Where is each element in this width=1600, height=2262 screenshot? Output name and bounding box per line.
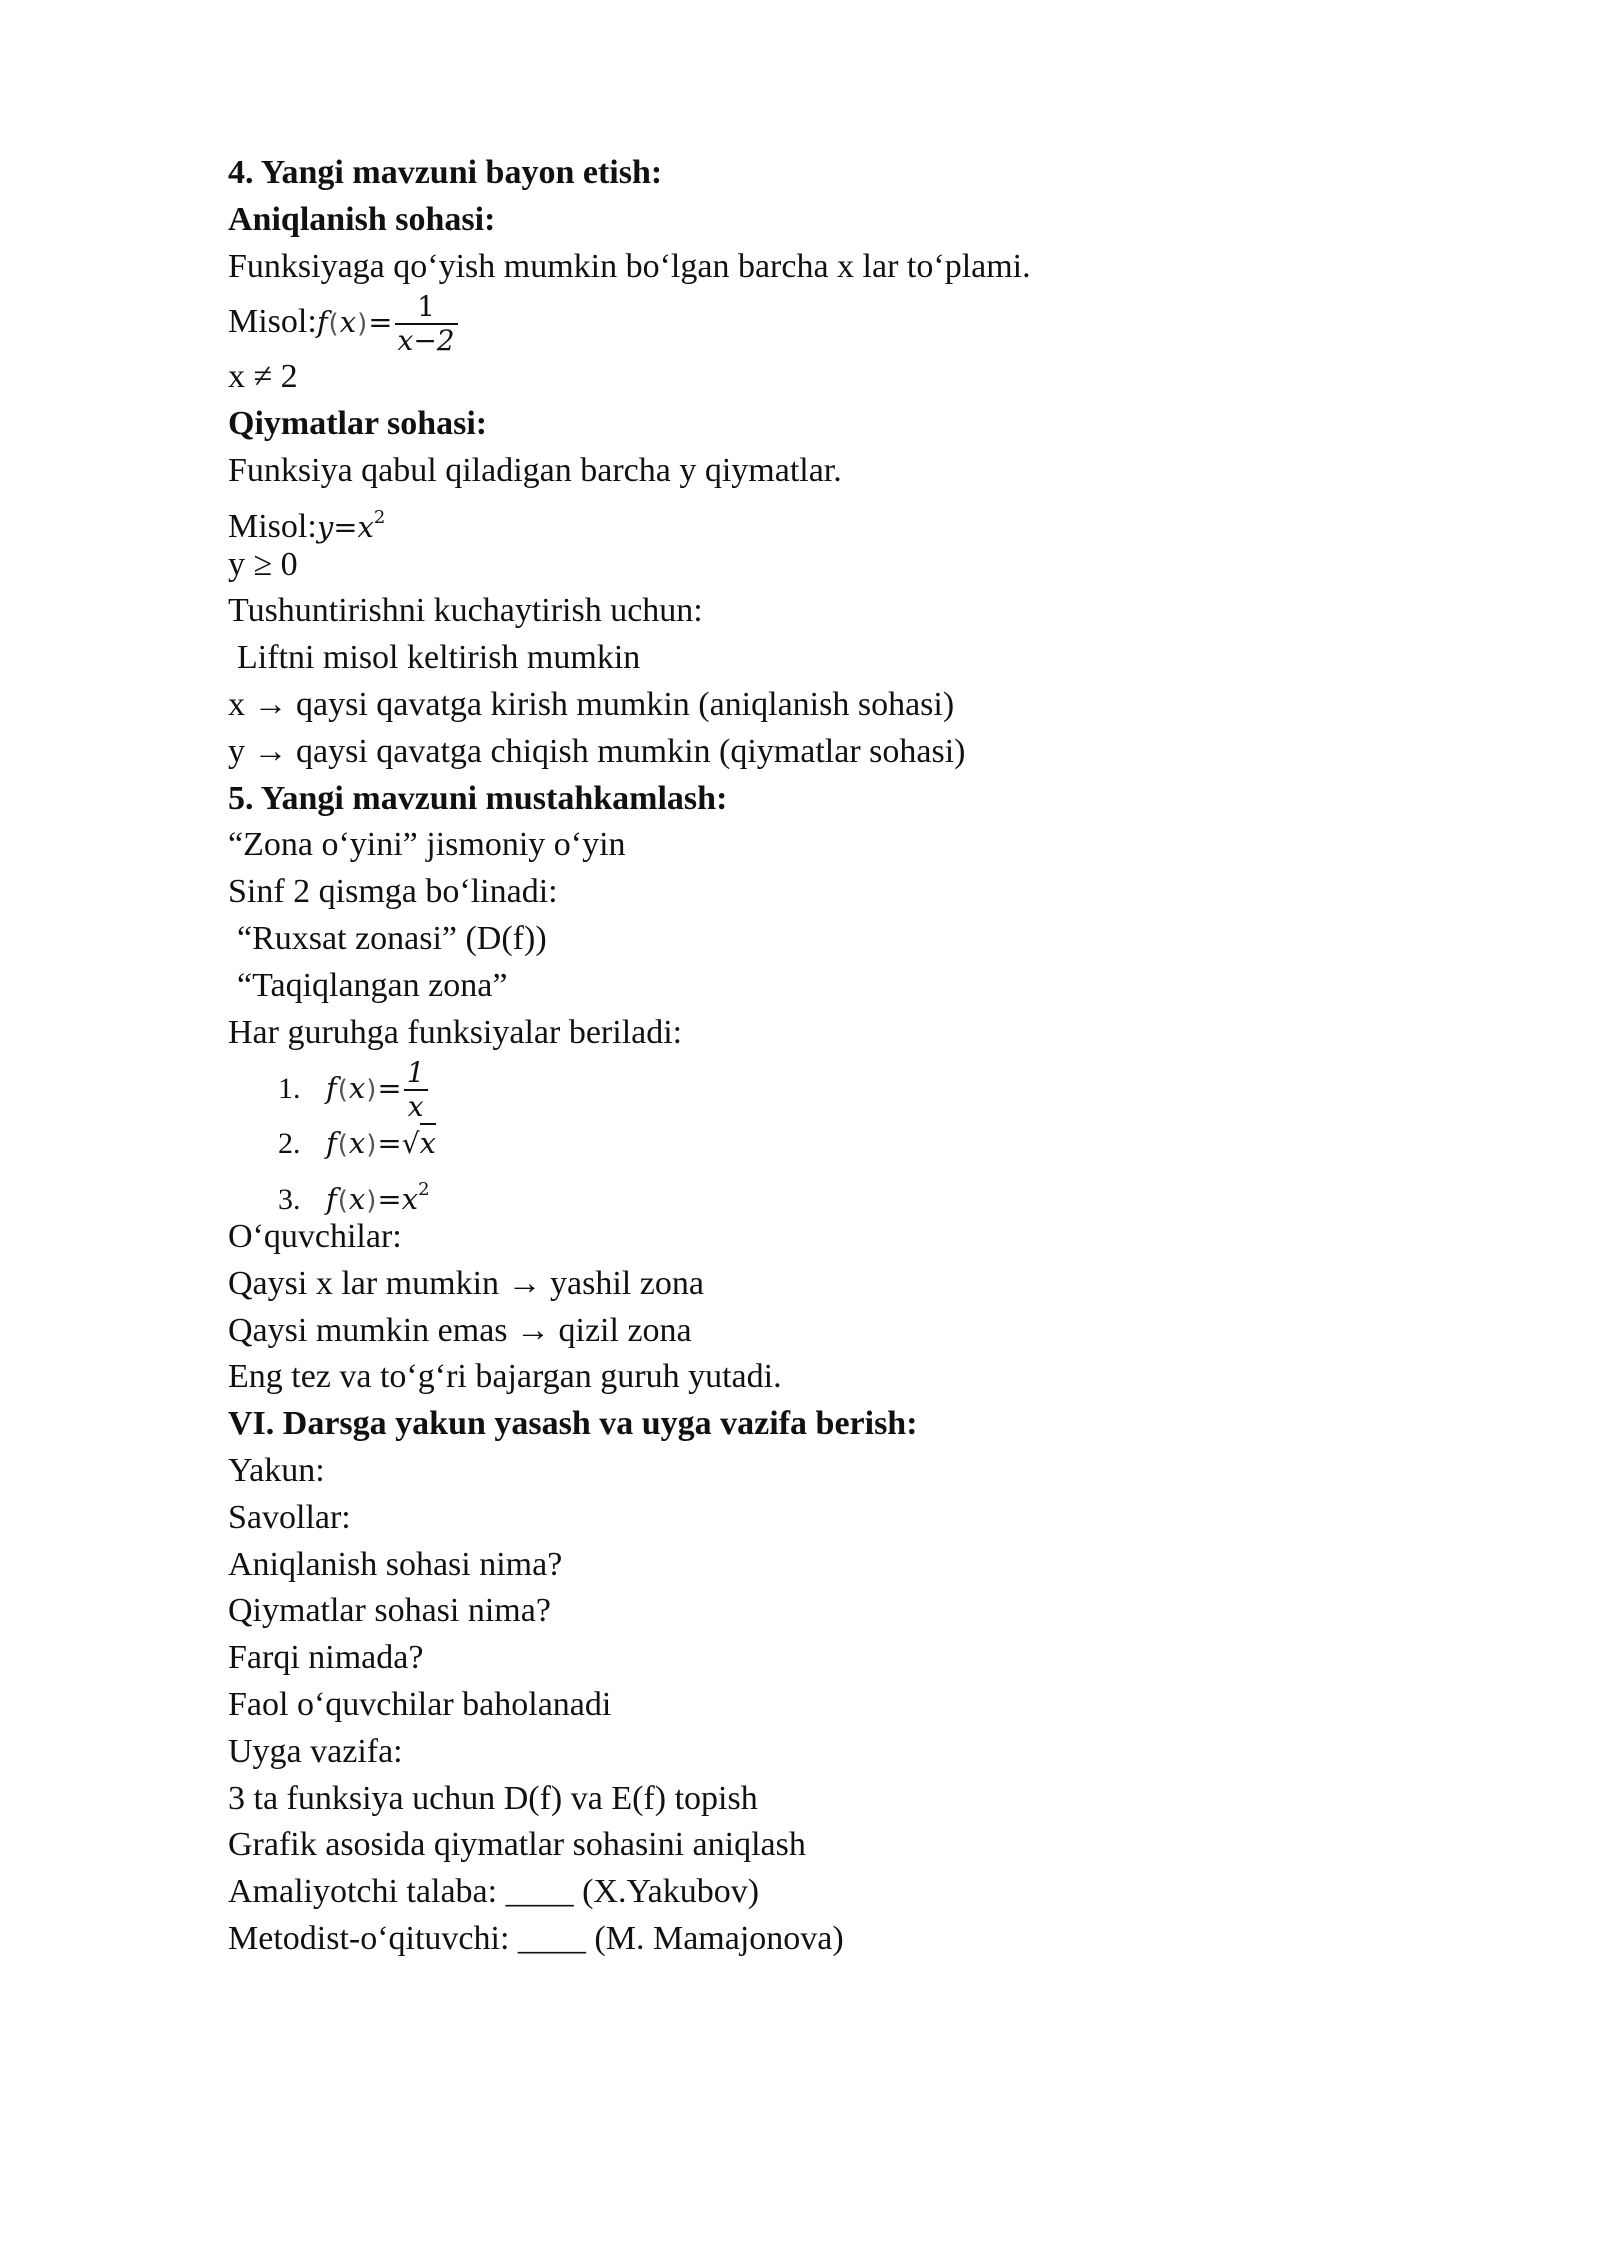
subheading-range: Qiymatlar sohasi:: [228, 405, 488, 443]
section-heading-6: VI. Darsga yakun yasash va uyga vazifa berish:: [228, 1405, 918, 1443]
fraction: $\frac{1}{x}$: [404, 1057, 428, 1123]
formula-y-equals-x-squared: $y=x^2$: [316, 506, 386, 544]
red-zone-line: Qaysi mumkin emas → qizil zona: [228, 1311, 692, 1349]
domain-condition: x ≠ 2: [228, 358, 298, 396]
formula-f-of-x-over-x-minus-2: f(x)= $\frac{1}{x-2}$: [317, 305, 458, 339]
range-definition: Funksiya qabul qiladigan barcha y qiymatlar.: [228, 451, 842, 489]
forbidden-zone: “Taqiqlangan zona”: [237, 966, 508, 1004]
question-1: Aniqlanish sohasi nima?: [228, 1545, 563, 1583]
students-label: O‘quvchilar:: [228, 1217, 402, 1255]
homework-2: Grafik asosida qiymatlar sohasini aniqlash: [228, 1826, 806, 1864]
lift-y-line: y → qaysi qavatga chiqish mumkin (qiymatlar sohasi): [228, 732, 966, 770]
winner-rule: Eng tez va to‘g‘ri bajargan guruh yutadi.: [228, 1358, 782, 1396]
class-split: Sinf 2 qismga bo‘linadi:: [228, 873, 558, 911]
example-domain: [228, 290, 1428, 358]
list-item: 2. f(x)=√x: [228, 1120, 1428, 1167]
range-condition: y ≥ 0: [228, 545, 298, 583]
green-zone-line: Qaysi x lar mumkin → yashil zona: [228, 1264, 704, 1302]
list-item: 3. $f(x)=x^2$: [278, 1179, 430, 1217]
homework-1: 3 ta funksiya uchun D(f) va E(f) topish: [228, 1779, 758, 1817]
question-2: Qiymatlar sohasi nima?: [228, 1592, 551, 1630]
subheading-domain: Aniqlanish sohasi:: [228, 200, 496, 238]
homework-label: Uyga vazifa:: [228, 1732, 403, 1770]
section-heading-4: 4. Yangi mavzuni bayon etish:: [228, 154, 663, 191]
signature-student: Amaliyotchi talaba: ____ (X.Yakubov): [228, 1873, 760, 1911]
formula-sqrt-x: f(x)=√x: [326, 1126, 436, 1160]
grading-note: Faol o‘quvchilar baholanadi: [228, 1685, 612, 1723]
question-3: Farqi nimada?: [228, 1639, 424, 1677]
example-label: Misol:: [228, 303, 317, 341]
formula-one-over-x: f(x)= $\frac{1}{x}$: [326, 1071, 428, 1105]
example-range: [228, 495, 1428, 545]
explanation-intro: Tushuntirishni kuchaytirish uchun:: [228, 592, 703, 630]
questions-label: Savollar:: [228, 1498, 351, 1536]
list-item: 1. f(x)= $\frac{1}{x}$: [228, 1056, 1428, 1120]
fraction: $\frac{1}{x-2}$: [395, 291, 458, 357]
lift-example: Liftni misol keltirish mumkin: [237, 639, 641, 677]
formula-x-squared: $f(x)=x^2$: [326, 1179, 430, 1217]
domain-definition: Funksiyaga qo‘yish mumkin bo‘lgan barcha x lar to‘plami.: [228, 247, 1031, 285]
lift-x-line: x → qaysi qavatga kirish mumkin (aniqlanish sohasi): [228, 685, 955, 723]
functions-given: Har guruhga funksiyalar beriladi:: [228, 1013, 683, 1051]
document-page: [228, 150, 1428, 1963]
section-heading-5: 5. Yangi mavzuni mustahkamlash:: [228, 779, 728, 817]
summary-label: Yakun:: [228, 1451, 325, 1489]
example-label: Misol:: [228, 507, 317, 545]
game-title: “Zona o‘yini” jismoniy o‘yin: [228, 826, 626, 864]
allowed-zone: “Ruxsat zonasi” (D(f)): [237, 919, 547, 957]
signature-teacher: Metodist-o‘qituvchi: ____ (M. Mamajonova): [228, 1919, 844, 1957]
